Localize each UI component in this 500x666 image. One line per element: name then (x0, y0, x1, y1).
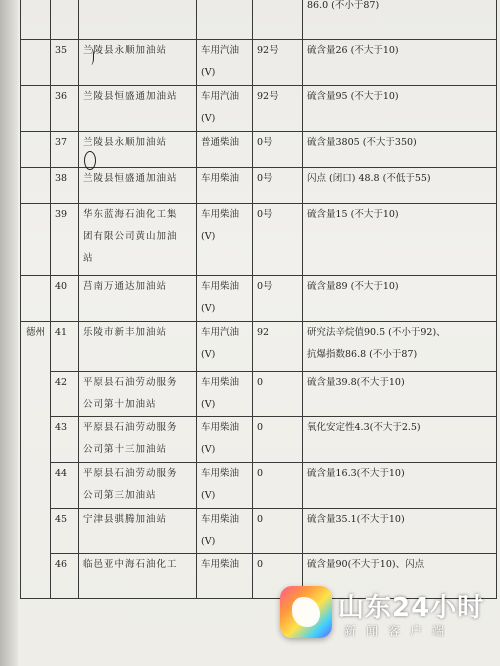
test-result-line: 硫含量90(不大于10)、闪点 (307, 559, 425, 570)
test-result-line (307, 531, 492, 553)
station-name (79, 417, 197, 463)
fuel-type-line: 车用汽油 (201, 91, 240, 102)
fuel-type (197, 204, 253, 276)
table-row (21, 0, 497, 40)
fuel-type-line: 车用柴油 (201, 281, 240, 292)
fuel-grade: 92号 (253, 86, 303, 132)
row-number (51, 0, 79, 40)
test-result-line (307, 485, 492, 507)
test-result-line: 闪点 (闭口) 48.8 (不低于55) (307, 173, 431, 184)
region-cell: 德州 (21, 322, 51, 599)
region-cell (21, 0, 51, 40)
table-row (21, 276, 497, 322)
station-name-line (83, 17, 192, 39)
test-result (303, 372, 497, 417)
fuel-type-line: 普通柴油 (201, 137, 240, 148)
station-name-line (83, 62, 192, 84)
station-name (79, 554, 197, 599)
test-result (303, 168, 497, 204)
station-name (79, 0, 197, 40)
handwritten-mark (86, 48, 94, 65)
table-row (21, 168, 497, 204)
station-name-line: 公司第十加油站 (83, 399, 157, 410)
fuel-grade: 0号 (253, 204, 303, 276)
test-result-line: 硫含量95 (不大于10) (307, 91, 399, 102)
fuel-type (197, 40, 253, 86)
region-cell (21, 168, 51, 204)
fuel-type-line: (V) (201, 231, 216, 242)
station-name-line (83, 0, 192, 17)
station-name-line: 公司第三加油站 (83, 490, 157, 501)
station-name-line: 平原县石油劳动服务 (83, 422, 178, 433)
station-name-line: 莒南万通达加油站 (83, 281, 168, 292)
row-number: 43 (51, 417, 79, 463)
table-row (21, 463, 497, 509)
fuel-type (197, 132, 253, 168)
station-name-line: 兰陵县恒盛通加油站 (83, 173, 178, 184)
station-name (79, 86, 197, 132)
table-row (21, 204, 497, 276)
app-logo-icon (280, 586, 332, 638)
table-row (21, 322, 497, 372)
test-result (303, 0, 497, 40)
fuel-type (197, 463, 253, 509)
fuel-type-line: (V) (201, 303, 216, 314)
station-name-line: 站 (83, 253, 94, 264)
station-name (79, 463, 197, 509)
row-number: 36 (51, 86, 79, 132)
fuel-grade: 0 (253, 554, 303, 599)
test-result (303, 417, 497, 463)
fuel-grade: 92号 (253, 40, 303, 86)
inspection-table (20, 0, 497, 599)
test-result (303, 132, 497, 168)
watermark-brand: 山东24小时 (338, 593, 485, 623)
row-number: 35 (51, 40, 79, 86)
test-result-line: 86.0 (不小于87) (307, 0, 380, 11)
test-result-line: 硫含量39.8(不大于10) (307, 377, 405, 388)
row-number: 46 (51, 554, 79, 599)
fuel-type-line: 车用柴油 (201, 514, 240, 525)
test-result-line: 硫含量89 (不大于10) (307, 281, 399, 292)
station-name (79, 132, 197, 168)
station-name-line: 宁津县骐腾加油站 (83, 514, 168, 525)
fuel-type (197, 0, 253, 40)
fuel-type-line: 车用汽油 (201, 327, 240, 338)
fuel-grade: 92 (253, 322, 303, 372)
test-result-line (307, 62, 492, 84)
row-number: 41 (51, 322, 79, 372)
table-row (21, 417, 497, 463)
fuel-grade: 0 (253, 372, 303, 417)
test-result (303, 204, 497, 276)
fuel-type-line: (V) (201, 67, 216, 78)
station-name (79, 40, 197, 86)
station-name-line: 公司第十三加油站 (83, 444, 168, 455)
station-name-line (83, 576, 192, 598)
station-name-line: 华东蓝海石油化工集 (83, 209, 178, 220)
fuel-grade: 0号 (253, 132, 303, 168)
region-cell (21, 86, 51, 132)
fuel-type (197, 322, 253, 372)
test-result (303, 86, 497, 132)
test-result-line (307, 394, 492, 416)
table-row (21, 372, 497, 417)
station-name (79, 322, 197, 372)
row-number: 42 (51, 372, 79, 417)
station-name-line: 兰陵县永顺加油站 (83, 137, 168, 148)
fuel-type-line: 车用汽油 (201, 45, 240, 56)
fuel-type-line: 车用柴油 (201, 377, 240, 388)
station-name-line: 兰陵县永顺加油站 (83, 45, 168, 56)
fuel-type-line: (V) (201, 536, 216, 547)
fuel-type-line: (V) (201, 399, 216, 410)
fuel-type-line: (V) (201, 349, 216, 360)
fuel-type-line (201, 0, 248, 17)
fuel-type-line: (V) (201, 444, 216, 455)
test-result-line: 硫含量3805 (不大于350) (307, 137, 417, 148)
test-result-line: 硫含量26 (不大于10) (307, 45, 399, 56)
station-name-line: 团有限公司黄山加油 (83, 231, 178, 242)
page-shadow (0, 0, 18, 666)
station-name (79, 168, 197, 204)
handwritten-circle (84, 151, 96, 170)
fuel-grade: 0 (253, 417, 303, 463)
table-row (21, 86, 497, 132)
test-result-line (307, 108, 492, 130)
fuel-type-line (201, 248, 248, 270)
station-name-line: 平原县石油劳动服务 (83, 377, 178, 388)
fuel-grade (253, 0, 303, 40)
station-name-line: 兰陵县恒盛通加油站 (83, 91, 178, 102)
row-number: 39 (51, 204, 79, 276)
row-number: 38 (51, 168, 79, 204)
station-name-line: 平原县石油劳动服务 (83, 468, 178, 479)
region-cell (21, 132, 51, 168)
fuel-type-line: 车用柴油 (201, 173, 240, 184)
fuel-type (197, 276, 253, 322)
fuel-grade: 0号 (253, 168, 303, 204)
test-result-line (307, 248, 492, 270)
region-cell (21, 204, 51, 276)
test-result (303, 322, 497, 372)
row-number: 40 (51, 276, 79, 322)
fuel-type (197, 86, 253, 132)
station-name (79, 509, 197, 554)
fuel-type (197, 417, 253, 463)
fuel-type (197, 168, 253, 204)
fuel-type-line: 车用柴油 (201, 422, 240, 433)
fuel-type-line: 车用柴油 (201, 209, 240, 220)
fuel-grade: 0 (253, 509, 303, 554)
test-result (303, 463, 497, 509)
station-name-line (83, 108, 192, 130)
test-result-line (307, 17, 492, 39)
test-result-line: 硫含量15 (不大于10) (307, 209, 399, 220)
fuel-type-line: 车用柴油 (201, 559, 240, 570)
station-name-line (83, 531, 192, 553)
test-result-line (307, 298, 492, 320)
fuel-type (197, 554, 253, 599)
fuel-type-line (201, 576, 248, 598)
test-result-line: 抗爆指数86.8 (不小于87) (307, 349, 418, 360)
test-result-line (307, 226, 492, 248)
table-row (21, 509, 497, 554)
station-name-line: 乐陵市新丰加油站 (83, 327, 168, 338)
region-cell (21, 40, 51, 86)
fuel-type-line (201, 17, 248, 39)
fuel-type-line: (V) (201, 490, 216, 501)
row-number: 45 (51, 509, 79, 554)
test-result (303, 509, 497, 554)
fuel-type (197, 372, 253, 417)
fuel-type-line: (V) (201, 113, 216, 124)
station-name (79, 204, 197, 276)
row-number: 44 (51, 463, 79, 509)
test-result-line: 硫含量35.1(不大于10) (307, 514, 405, 525)
test-result (303, 276, 497, 322)
test-result-line: 研究法辛烷值90.5 (不小于92)、 (307, 327, 446, 338)
test-result-line: 氧化安定性4.3(不大于2.5) (307, 422, 421, 433)
station-name-line: 临邑亚中海石油化工 (83, 559, 178, 570)
fuel-grade: 0号 (253, 276, 303, 322)
test-result (303, 40, 497, 86)
station-name (79, 372, 197, 417)
fuel-type-line: 车用柴油 (201, 468, 240, 479)
test-result-line (307, 439, 492, 461)
region-cell (21, 276, 51, 322)
fuel-type (197, 509, 253, 554)
row-number: 37 (51, 132, 79, 168)
watermark-subtitle: 新闻客户端 (344, 624, 455, 638)
test-result-line: 硫含量16.3(不大于10) (307, 468, 405, 479)
station-name (79, 276, 197, 322)
station-name-line (83, 344, 192, 366)
fuel-grade: 0 (253, 463, 303, 509)
station-name-line (83, 298, 192, 320)
